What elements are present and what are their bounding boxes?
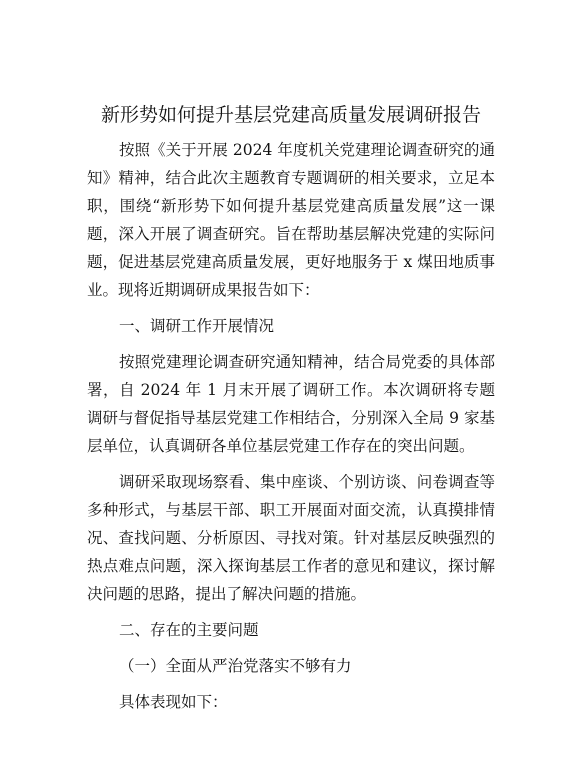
section-1-paragraph-2: 调研采取现场察看、集中座谈、个别访谈、问卷调查等多种形式，与基层干部、职工开展面对面交流，认真摸排情况、查找问题、分析原因、寻找对策。针对基层反映强烈的热点难点问题，深入探询基层工作者的意见和建议，探讨解决问题的思路，提出了解决问题的措施。 — [87, 473, 495, 603]
section-2-subheading-1: （一）全面从严治党落实不够有力 — [119, 657, 352, 675]
section-2-heading: 二、存在的主要问题 — [119, 621, 259, 639]
section-2-lead-text: 具体表现如下： — [119, 693, 228, 711]
section-1-paragraph-1: 按照党建理论调查研究通知精神，结合局党委的具体部署，自 2024 年 1 月末开展了调研工作。本次调研将专题调研与督促指导基层党建工作相结合，分别深入全局 9 家基层单位，认真调研各单位基层党建工作存在的突出问题。 — [87, 353, 495, 455]
intro-paragraph: 按照《关于开展 2024 年度机关党建理论调查研究的通知》精神，结合此次主题教育专题调研的相关要求，立足本职，围绕“新形势下如何提升基层党建高质量发展”这一课题，深入开展了调查研究。旨在帮助基层解决党建的实际问题，促进基层党建高质量发展，更好地服务于 x 煤田地质事业。现将近期调研成果报告如下： — [87, 141, 495, 299]
section-1-heading: 一、调研工作开展情况 — [119, 317, 275, 335]
document-title: 新形势如何提升基层党建高质量发展调研报告 — [100, 104, 481, 126]
